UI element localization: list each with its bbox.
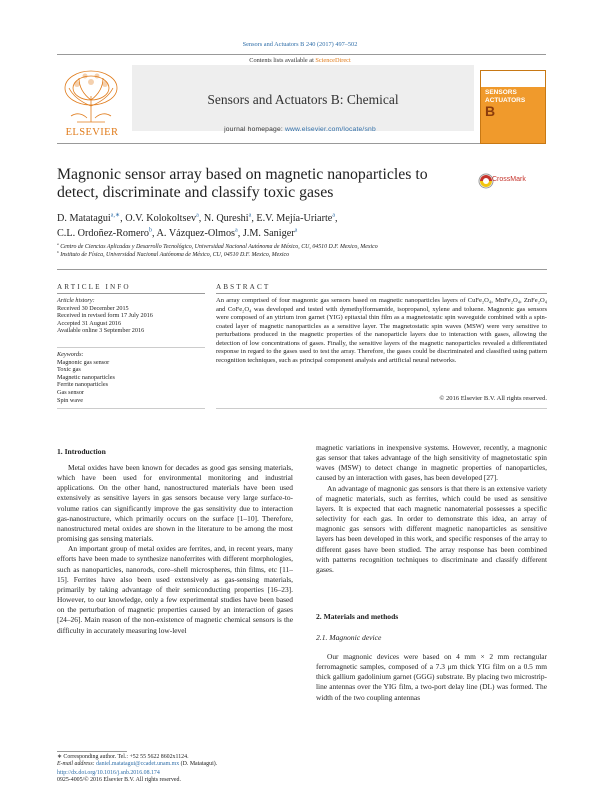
paragraph: An important group of metal oxides are ferrites, and, in recent years, many efforts have been made to synthesize nanoferrites with different morphologies, such as nanoparticles, nanorods, core–shell microspheres, thin films, etc [11–15]. Ferrites have also been used extensively as gas-sensing materials, primarily by taking advantage of their semiconducting properties [16–23]. However, to our knowledge, only a few experimental studies have been based on the perturbation of magnetic properties caused by an interaction of gases [24–26]. Main reason of the non-existence of magnetic chemical sensors is the difficulty in accurately measuring low-level bbox=[57, 544, 293, 635]
cover-line-1: SENSORS bbox=[485, 89, 517, 96]
divider bbox=[57, 408, 205, 409]
paper-title: Magnonic sensor array based on magnetic nanoparticles to detect, discriminate and classify toxic gases bbox=[57, 166, 428, 201]
divider bbox=[216, 408, 547, 409]
affiliation-a bbox=[57, 244, 547, 250]
sciencedirect-link[interactable]: ScienceDirect bbox=[315, 57, 351, 64]
history-list bbox=[57, 305, 207, 335]
history-item: Received in revised form 17 July 2016 bbox=[57, 312, 153, 320]
paragraph: An advantage of magnonic gas sensors is that there is an extensive variety of magnetic materials, such as ferrites, which could be used as sensitive layers. It is expected that each magnetic nanomaterial possesses a specific selectivity for each gas. In order to demonstrate this idea, an array of magnonic gas sensors with different magnetic nanoparticles as sensitive layers has been developed in this work, and specific responses of the array to different gases have been studied. The array response has been combined with patterns recognition techniques to discriminate and classify different gases. bbox=[316, 483, 547, 574]
paragraph: Our magnonic devices were based on 4 mm × 2 mm rectangular ferromagnetic samples, composed of a 7.3 μm thick YIG film on a 0.5 mm thick gallium gadolinium garnet (GGG) substrate. By placing two microstrip-line antennas over the YIG film, a two-port delay line (DL) was formed. The width of the two coupling antennas bbox=[316, 652, 547, 702]
keywords-label: Keywords: bbox=[57, 351, 84, 358]
body-left-column bbox=[57, 463, 293, 636]
email-link[interactable]: daniel.matatagui@ccadet.unam.mx bbox=[96, 761, 180, 768]
author-affiliation-marker[interactable]: b bbox=[148, 227, 153, 234]
paragraph: Metal oxides have been known for decades as good gas sensing materials, which have been used for environmental monitoring and industrial applications. On the other hand, nanostructured materials have been used extensively as sensitive layers in gas sensors because very large surface-to-volume ratios can significantly improve the gas sensitivity due to interaction gas-nanostructure, which primarily occurs on the surface [1–10]. Therefore, nanostructured metal oxides are shown in the literature to be among the most promising gas sensing materials. bbox=[57, 463, 293, 544]
cover-title bbox=[485, 89, 541, 104]
author-affiliation-marker[interactable]: a bbox=[235, 227, 238, 234]
history-item: Available online 3 September 2016 bbox=[57, 327, 145, 335]
contents-prefix: Contents lists available at bbox=[249, 57, 316, 64]
divider bbox=[216, 293, 547, 294]
author-name: C.L. Ordoñez-Romero bbox=[57, 228, 149, 239]
keyword-item: Gas sensor bbox=[57, 388, 84, 396]
email-label: E-mail address: bbox=[57, 761, 97, 768]
abstract-text: An array comprised of four magnonic gas sensors based on magnetic nanoparticles layers of CuFe₂O₄, MnFe₂O₄, ZnFe₂O₄ and CoFe₂O₄ was developed and tested with dymethylformamide, isopropanol, xylene and toluene. Magnonic gas sensors were composed of an yttrium iron garnet (YIG) epitaxial thin film as a magnetostatic spin waveguide combined with a spin-coated layer of magnetic nanoparticles as a sensitive layer. The magnetostatic spin waves (MSW) were very sensitive to perturbations produced in the magnetic properties of the nanoparticle layers due to interaction with gases, allowing the detection of low concentrations of gases. Finally, the sensitive layers of the magnetic nanoparticles revealed a differentiated response in regard to the gases used to test the array. Therefore, the gases could be discriminated and classified using pattern recognition techniques, such as principal component analysis and artificial neural networks. bbox=[216, 297, 547, 364]
author-affiliation-marker[interactable]: a,∗ bbox=[110, 212, 121, 219]
subsection-heading: 2.1. Magnonic device bbox=[316, 633, 382, 642]
author-affiliation-marker[interactable]: a bbox=[196, 212, 199, 219]
keywords bbox=[57, 351, 207, 404]
body-right-column-continued bbox=[316, 652, 547, 703]
author-name: , O.V. Kolokoltsev bbox=[120, 213, 197, 224]
affiliation-b-text: Instituto de Física, Universidad Nacional Autónoma de México, CU, 04510 D.F. Mexico, Mexico bbox=[60, 252, 290, 258]
journal-name[interactable]: Sensors and Actuators B: Chemical bbox=[207, 92, 399, 107]
author-affiliation-marker[interactable]: a bbox=[248, 212, 252, 219]
affiliation-b bbox=[57, 252, 547, 258]
divider bbox=[57, 293, 205, 294]
author-name: , E.V. Mejía-Uriarte bbox=[251, 213, 333, 224]
paragraph: magnetic variations in inexpensive systems. However, recently, a magnonic gas sensor that takes advantage of the high sensitivity of magnetostatic spin waves (MSW) to detect change in magnetic properties of nanoparticles, caused by an interaction with gases, has been developed [27]. bbox=[316, 443, 547, 483]
divider bbox=[57, 347, 205, 348]
history-item: Received 30 December 2015 bbox=[57, 304, 129, 312]
email-suffix: (D. Matatagui). bbox=[179, 761, 218, 768]
homepage-link[interactable]: www.elsevier.com/locate/snb bbox=[284, 126, 376, 133]
author-affiliation-marker[interactable]: a bbox=[332, 212, 336, 219]
keyword-item: Magnonic gas sensor bbox=[57, 358, 110, 366]
email-line bbox=[57, 761, 357, 768]
article-history bbox=[57, 297, 207, 335]
history-label: Article history: bbox=[57, 297, 95, 304]
cover-line-2: ACTUATORS bbox=[485, 96, 526, 104]
journal-reference[interactable]: Sensors and Actuators B 240 (2017) 497–502 bbox=[242, 41, 358, 48]
cover-letter: B bbox=[485, 103, 496, 119]
copyright: © 2016 Elsevier B.V. All rights reserved. bbox=[439, 395, 547, 402]
affiliation-a-text: Centro de Ciencias Aplicadas y Desarrollo Tecnológico, Universidad Nacional Autónoma de México, CU, 04510 D.F. Mexico, Mexico bbox=[60, 244, 378, 250]
author-name: , bbox=[335, 213, 338, 224]
section-heading-introduction: 1. Introduction bbox=[57, 447, 106, 456]
abstract-heading: ABSTRACT bbox=[216, 283, 271, 291]
corresponding-author: ∗ Corresponding author. Tel.: +52 55 5622 8602x1124. bbox=[57, 754, 189, 760]
issn-line: 0925-4005/© 2016 Elsevier B.V. All rights reserved. bbox=[57, 777, 181, 784]
cover-top-band bbox=[481, 71, 545, 87]
section-heading-methods: 2. Materials and methods bbox=[316, 612, 399, 621]
body-right-column bbox=[316, 443, 547, 575]
footnote-divider bbox=[57, 751, 127, 752]
doi-link[interactable]: http://dx.doi.org/10.1016/j.snb.2016.08.174 bbox=[57, 770, 160, 776]
affiliation-b-marker: b bbox=[57, 250, 59, 255]
author-affiliation-marker[interactable]: a bbox=[294, 227, 298, 234]
contents-line bbox=[0, 57, 600, 64]
divider bbox=[57, 269, 547, 270]
author-name: , J.M. Saniger bbox=[237, 228, 295, 239]
crossmark-label[interactable]: CrossMark bbox=[492, 176, 526, 183]
keyword-item: Ferrite nanoparticles bbox=[57, 381, 109, 389]
homepage-prefix: journal homepage: bbox=[224, 126, 285, 133]
article-info-heading: ARTICLE INFO bbox=[57, 283, 131, 291]
footnote bbox=[57, 754, 357, 769]
publisher-name[interactable]: ELSEVIER bbox=[65, 127, 119, 138]
author-name: , N. Qureshi bbox=[198, 213, 249, 224]
author-name: D. Matatagui bbox=[57, 213, 111, 224]
journal-cover[interactable] bbox=[480, 70, 546, 144]
author-name: , A. Vázquez-Olmos bbox=[152, 228, 236, 239]
authors-line-1 bbox=[57, 213, 547, 224]
history-item: Accepted 31 August 2016 bbox=[57, 319, 122, 327]
affiliation-a-marker: a bbox=[57, 242, 59, 247]
keyword-list bbox=[57, 359, 207, 405]
keyword-item: Toxic gas bbox=[57, 366, 81, 374]
authors-line-2 bbox=[57, 228, 547, 239]
keyword-item: Magnetic nanoparticles bbox=[57, 373, 115, 381]
doi-block bbox=[57, 770, 357, 785]
keyword-item: Spin wave bbox=[57, 396, 83, 404]
